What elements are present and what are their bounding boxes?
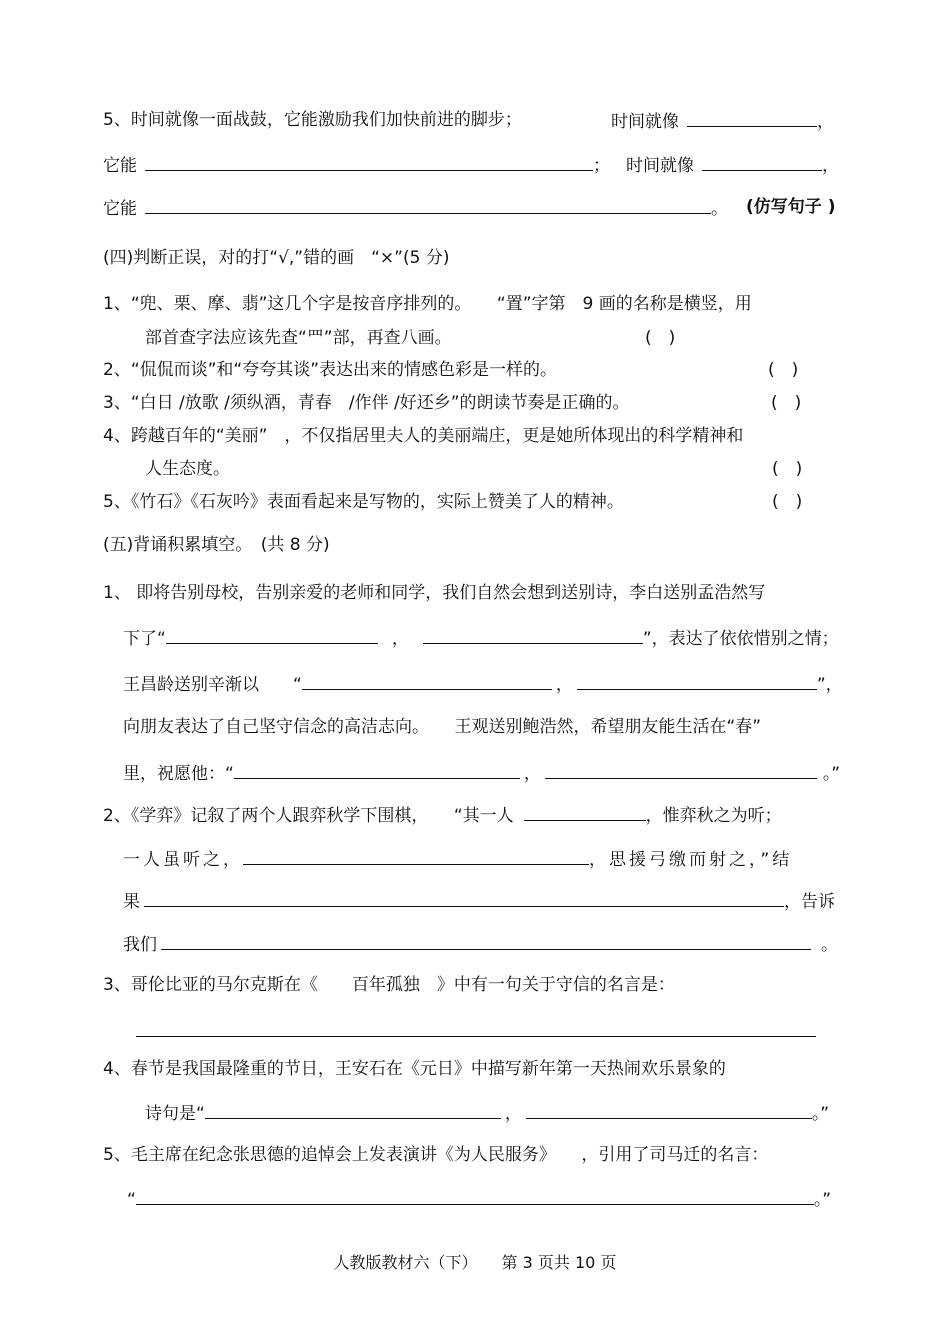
answer-blank[interactable]: [136, 1018, 816, 1037]
s5-q3-line1: 3、哥伦比亚的马尔克斯在《 百年孤独 》中有一句关于守信的名言是：: [103, 975, 675, 995]
answer-blank[interactable]: [166, 625, 378, 644]
section4-title: (四)判断正误，对的打“√,”错的画 “×”(5 分): [103, 248, 450, 268]
prompt-text: 一人虽听之，: [123, 850, 243, 870]
prompt-text: 下了“: [123, 629, 166, 649]
q5-line1: [103, 108, 522, 132]
punct: ”，: [816, 675, 843, 695]
s5-q1-line3: [123, 671, 843, 697]
s5-q4-line2: [145, 1100, 829, 1126]
answer-blank[interactable]: [577, 671, 817, 690]
prompt-text: 王昌龄送别辛渐以 “: [123, 675, 302, 695]
q5-prompt: 它能: [103, 156, 137, 176]
s5-q1-line1: 1、 即将告别母校，告别亲爱的老师和同学，我们自然会想到送别诗，李白送别孟浩然写: [103, 583, 766, 603]
punct: ，: [555, 675, 573, 695]
q5-line1-b: [611, 108, 834, 134]
punct: 。: [821, 935, 838, 955]
s5-q1-line4: 向朋友表达了自己坚守信念的高洁志向。 王观送别鲍浩然，希望朋友能生活在“春”: [123, 717, 762, 737]
q5-line2: [103, 152, 610, 178]
section5-title: (五)背诵积累填空。 (共 8 分): [103, 535, 330, 555]
punct: 。”: [813, 1190, 832, 1210]
punct: ，: [523, 764, 541, 784]
answer-blank[interactable]: [423, 625, 643, 644]
s4-item4-line2: 人生态度。: [145, 459, 230, 479]
answer-blank[interactable]: [136, 1186, 814, 1205]
s5-q5-line2: [127, 1186, 831, 1212]
answer-blank[interactable]: [145, 195, 711, 214]
s4-item1-line1: 1、“兜、栗、摩、翡”这几个字是按音序排列的。 “置”字第 9 画的名称是横竖，用: [103, 294, 752, 314]
q5-prompt: 时间就像: [626, 156, 694, 176]
page-footer: 人教版教材六（下） 第 3 页共 10 页: [333, 1253, 617, 1272]
s4-item2-paren[interactable]: ( ): [768, 360, 799, 380]
s4-item3-paren[interactable]: ( ): [771, 393, 802, 413]
punct: ，: [391, 629, 409, 649]
prompt-text: ，思援弓缴而射之，”结: [589, 850, 793, 870]
answer-blank[interactable]: [161, 931, 811, 950]
s5-q2-line2: [123, 846, 792, 872]
q5-line3: [103, 195, 728, 221]
s4-item4-paren[interactable]: ( ): [772, 459, 803, 479]
punct: 。”: [811, 1104, 830, 1124]
answer-blank[interactable]: [545, 760, 817, 779]
q5-prompt: 它能: [103, 199, 137, 219]
s5-q1-line5: [123, 760, 840, 786]
s5-q2-line4: [123, 931, 838, 957]
answer-blank[interactable]: [234, 760, 520, 779]
punct: ，: [817, 112, 834, 132]
s4-item1-paren[interactable]: ( ): [645, 328, 676, 348]
q5-note: (仿写句子 ): [746, 197, 836, 217]
punct: 。: [711, 199, 728, 219]
prompt-text: 2、《学弈》记叙了两个人跟弈秋学下围棋， “其一人: [103, 806, 514, 826]
s4-item5: 5、《竹石》《石灰吟》表面看起来是写物的，实际上赞美了人的精神。: [103, 492, 624, 512]
answer-blank[interactable]: [145, 152, 593, 171]
s5-q4-line1: 4、春节是我国最隆重的节日，王安石在《元日》中描写新年第一天热闹欢乐景象的: [103, 1059, 726, 1079]
s5-q2-line1: [103, 802, 782, 828]
answer-blank[interactable]: [302, 671, 552, 690]
answer-blank[interactable]: [524, 802, 646, 821]
punct: “: [127, 1190, 136, 1210]
prompt-text: 诗句是“: [145, 1104, 205, 1124]
prompt-text: ”，表达了依依惜别之情；: [642, 629, 839, 649]
prompt-text: 果: [123, 892, 140, 912]
prompt-text: 里，祝愿他：“: [123, 764, 234, 784]
s4-item5-paren[interactable]: ( ): [772, 492, 803, 512]
answer-blank[interactable]: [144, 888, 784, 907]
s5-q1-line2: [123, 625, 839, 651]
prompt-text: ，告诉: [784, 892, 835, 912]
prompt-text: 我们: [123, 935, 157, 955]
s4-item2: 2、“侃侃而谈”和“夸夸其谈”表达出来的情感色彩是一样的。: [103, 360, 558, 380]
answer-blank[interactable]: [243, 846, 589, 865]
q5-prompt: 时间就像: [611, 112, 679, 132]
prompt-text: ，惟弈秋之为听；: [645, 806, 782, 826]
s5-q2-line3: [123, 888, 835, 914]
punct: 。”: [822, 764, 841, 784]
answer-blank[interactable]: [526, 1100, 812, 1119]
s4-item4-line1: 4、跨越百年的“美丽” ，不仅指居里夫人的美丽端庄，更是她所体现出的科学精神和: [103, 426, 744, 446]
s5-q5-line1: 5、毛主席在纪念张思德的追悼会上发表演讲《为人民服务》 ，引用了司马迁的名言：: [103, 1145, 769, 1165]
punct: ，: [504, 1104, 522, 1124]
q5-line2-b: [626, 152, 839, 178]
punct: ，: [822, 156, 839, 176]
answer-blank[interactable]: [687, 108, 817, 127]
s4-item1-line2: 部首查字法应该先查“罒”部，再查八画。: [145, 328, 452, 348]
answer-blank[interactable]: [702, 152, 822, 171]
punct: ；: [593, 156, 610, 176]
answer-blank[interactable]: [205, 1100, 501, 1119]
s4-item3: 3、“白日 /放歌 /须纵酒，青春 /作伴 /好还乡”的朗读节奏是正确的。: [103, 393, 630, 413]
q5-text: 5、时间就像一面战鼓，它能激励我们加快前进的脚步；: [103, 110, 522, 130]
